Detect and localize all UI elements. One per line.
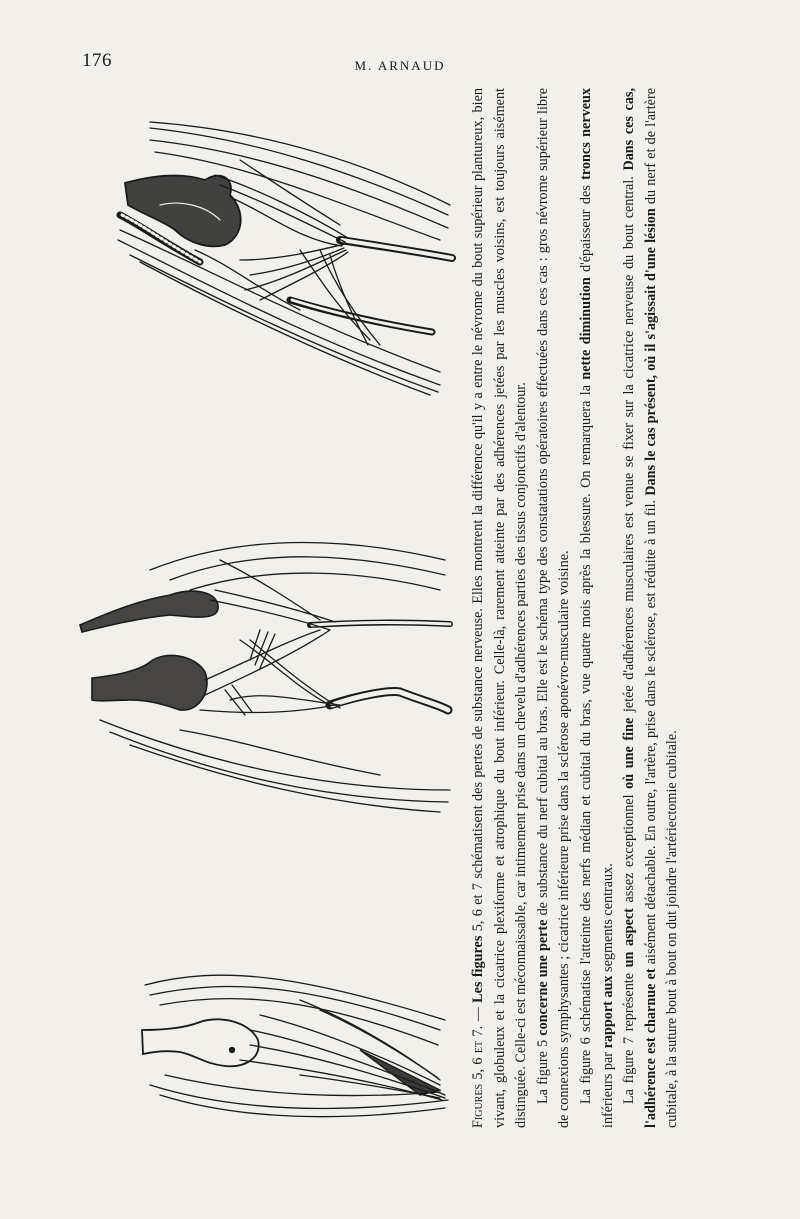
figure-7-drawing [118, 122, 452, 395]
caption-paragraph-4: La figure 7 représente un aspect assez exceptionnel où une fine jetée d'adhérences musculaires est venue se fixer sur la cicatrice nerveuse du bout central. Dans ces cas, l'adhérence est charnue et aisément détachable. En outre, l'artère, prise dans le sclérose, est réduite à un fil. Dans le cas présent, où il s'agissait d'une lésion du nerf et de l'artère cubitale, à la suture bout à bout on dut joindre l'artériectomie cubitale. [621, 87, 681, 1128]
figure-caption [468, 88, 700, 1128]
figure-6-drawing [80, 543, 450, 813]
running-head: M. ARNAUD [354, 58, 446, 73]
figure-5-drawing [142, 975, 448, 1116]
caption-paragraph-2: La figure 5 concerne une perte de substance du nerf cubital au bras. Elle est le schéma type des constatations opératoires effectuées dans ces cas : gros névrome supérieur libre de connexions symphysantes ; cicatrice inférieure prise dans la sclérose aponévro-musculaire voisine. [534, 88, 573, 1128]
caption-paragraph-3: La figure 6 schématise l'atteinte des nerfs médian et cubital du bras, vue quatre mois après la blessure. On remarquera la nette diminution d'épaisseur des troncs nerveux inférieurs par rapport aux segments centraux. [577, 88, 616, 1128]
page-number: 176 [82, 50, 112, 71]
caption-paragraph-1: Figures 5, 6 et 7. — Les figures 5, 6 et 7 schématisent des pertes de substance nerveuse. Elles montrent la différence qu'il y a entre le névrome du bout supérieur plantureux, bien vivant, globuleux et la cicatrice plexiforme et atrophique du bout inférieur. Celle-là, rarement atteinte par des adhérences jetées par les muscles voisins, est toujours aisément distinguée. Celle-ci est méconnaissable, car intimement prise dans un chevelu d'adhérences parties des tissus conjonctifs d'alentour. [470, 88, 530, 1128]
